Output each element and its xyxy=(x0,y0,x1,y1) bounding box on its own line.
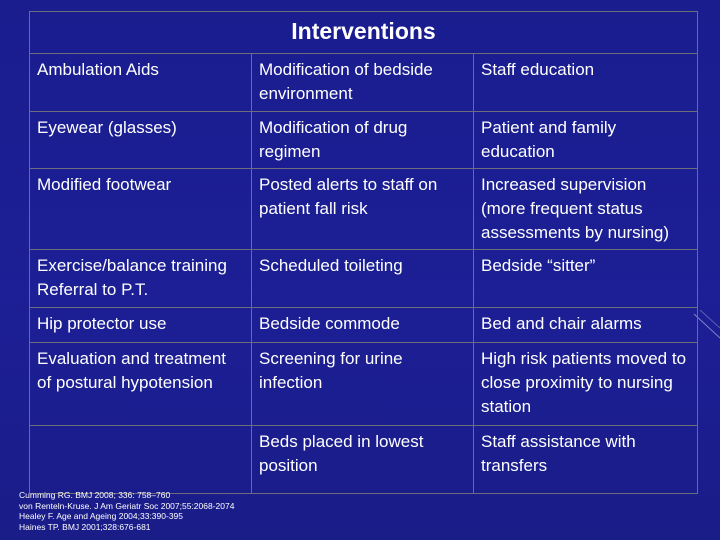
reference-line: Cumming RG. BMJ 2008; 336: 758–760 xyxy=(19,490,171,500)
table-cell: Bed and chair alarms xyxy=(474,308,698,343)
table-cell: Patient and family education xyxy=(474,112,698,169)
table-cell: Modification of bedside environment xyxy=(252,54,474,112)
table-row xyxy=(30,250,698,308)
table-header-row xyxy=(30,12,698,54)
table-cell: Modified footwear xyxy=(30,169,252,250)
table-row xyxy=(30,426,698,494)
table-title: Interventions xyxy=(30,12,698,54)
reference-line: von Renteln-Kruse. J Am Geriatr Soc 2007;55:2068-2074 xyxy=(19,500,235,511)
table-cell: Bedside “sitter” xyxy=(474,250,698,308)
table-cell: Increased supervision (more frequent status assessments by nursing) xyxy=(474,169,698,250)
table-row xyxy=(30,112,698,169)
table-row xyxy=(30,54,698,112)
table-row xyxy=(30,169,698,250)
table-cell: Modification of drug regimen xyxy=(252,112,474,169)
table-cell: Hip protector use xyxy=(30,308,252,343)
table-cell: High risk patients moved to close proximity to nursing station xyxy=(474,343,698,426)
table-cell: Staff education xyxy=(474,54,698,112)
table-cell: Beds placed in lowest position xyxy=(252,426,474,494)
table-cell: Ambulation Aids xyxy=(30,54,252,112)
table-cell: Scheduled toileting xyxy=(252,250,474,308)
table-cell: Bedside commode xyxy=(252,308,474,343)
table-cell: Evaluation and treatment of postural hypotension xyxy=(30,343,252,426)
table-row xyxy=(30,343,698,426)
table-cell: Eyewear (glasses) xyxy=(30,112,252,169)
interventions-table xyxy=(29,11,698,494)
table-cell: Exercise/balance training Referral to P.T. xyxy=(30,250,252,308)
table-cell: Staff assistance with transfers xyxy=(474,426,698,494)
references xyxy=(19,490,234,532)
table-cell: Posted alerts to staff on patient fall risk xyxy=(252,169,474,250)
reference-line: Healey F. Age and Ageing 2004;33:390-395 xyxy=(19,511,183,521)
reference-line: Haines TP. BMJ 2001;328:676-681 xyxy=(19,521,151,532)
table-cell xyxy=(30,426,252,494)
table-cell: Screening for urine infection xyxy=(252,343,474,426)
table-row xyxy=(30,308,698,343)
